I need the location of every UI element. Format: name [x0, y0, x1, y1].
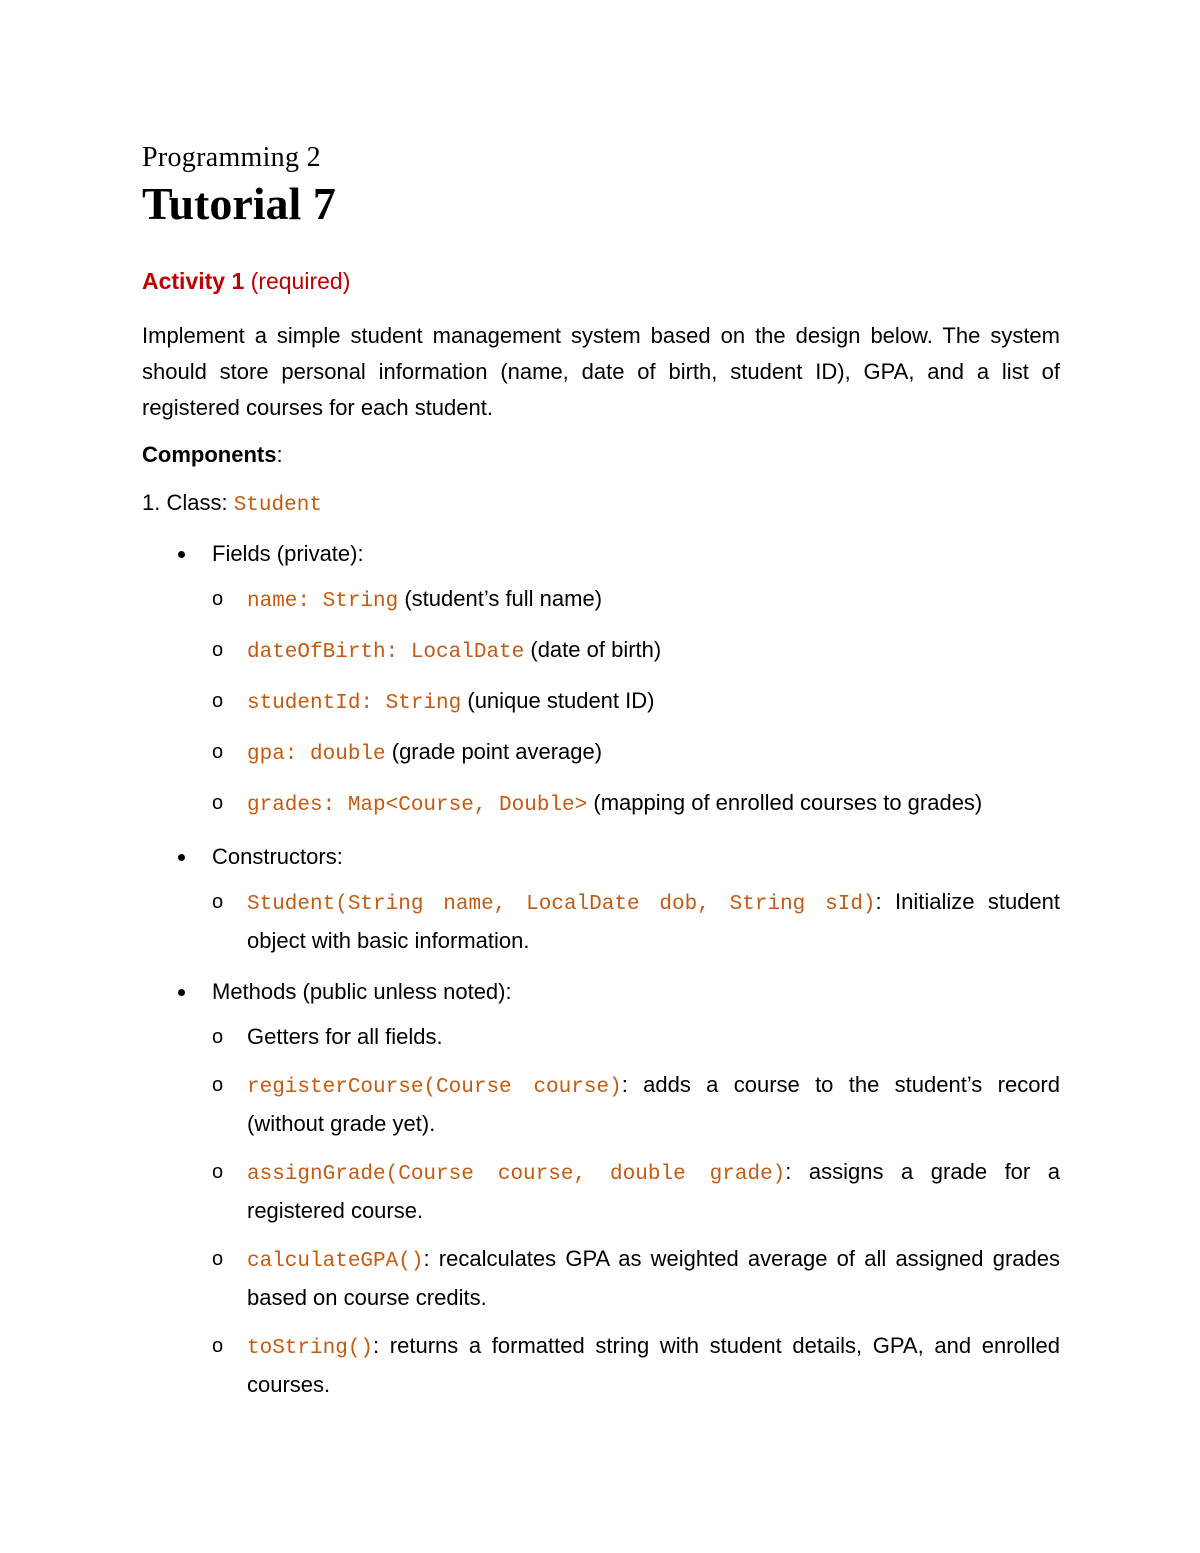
method-desc: : assigns a grade for a registered course.: [247, 1159, 1060, 1223]
components-heading: [142, 440, 1060, 470]
circle-bullet-icon: o: [212, 1074, 224, 1096]
circle-bullet-icon: o: [212, 588, 224, 610]
circle-bullet-icon: o: [212, 891, 224, 913]
document-title: Tutorial 7: [142, 178, 336, 229]
activity-heading: [142, 266, 1060, 296]
field-desc: (student’s full name): [398, 586, 603, 611]
method-desc: : adds a course to the student’s record (without grade yet).: [247, 1072, 1060, 1136]
field-item: [142, 632, 1060, 671]
components-colon: :: [276, 442, 283, 467]
fields-label: Fields (private):: [212, 541, 364, 566]
field-code: grades: Map<Course, Double>: [247, 794, 588, 817]
bullet-dot-icon: [178, 854, 185, 861]
bullet-dot-icon: [178, 551, 185, 558]
method-item: [142, 1019, 1060, 1055]
field-item: [142, 734, 1060, 773]
intro-paragraph: Implement a simple student management system based on the design below. The system should store personal information (name, date of birth, student ID), GPA, and a list of registered courses for each student.: [142, 323, 1060, 420]
class-name: Student: [233, 494, 322, 517]
circle-bullet-icon: o: [212, 741, 224, 763]
method-code: toString(): [247, 1337, 374, 1360]
method-code: calculateGPA(): [247, 1250, 424, 1273]
field-item: [142, 683, 1060, 722]
field-desc: (date of birth): [524, 637, 662, 662]
circle-bullet-icon: o: [212, 1248, 224, 1270]
constructor-desc: : Initialize student object with basic information.: [247, 889, 1061, 953]
method-code: registerCourse(Course course): [247, 1076, 622, 1099]
field-code: name: String: [247, 590, 399, 613]
field-item: [142, 581, 1060, 620]
method-item: [142, 1328, 1060, 1403]
constructor-item: [142, 884, 1060, 959]
field-code: dateOfBirth: LocalDate: [247, 641, 525, 664]
class-prefix: 1. Class:: [142, 490, 234, 515]
field-desc: (mapping of enrolled courses to grades): [587, 790, 983, 815]
method-desc: : returns a formatted string with student details, GPA, and enrolled courses.: [247, 1333, 1060, 1397]
method-item: [142, 1067, 1060, 1142]
constructors-bullet: [142, 842, 1060, 872]
activity-note: (required): [250, 268, 351, 294]
field-item: [142, 785, 1060, 824]
field-desc: (unique student ID): [461, 688, 655, 713]
constructors-label: Constructors:: [212, 844, 343, 869]
methods-bullet: [142, 977, 1060, 1007]
circle-bullet-icon: o: [212, 1335, 224, 1357]
class-line: [142, 488, 1060, 521]
constructor-code: Student(String name, LocalDate dob, String sId): [247, 893, 876, 916]
components-heading-text: Components: [142, 442, 277, 467]
activity-label: Activity 1: [142, 268, 245, 294]
course-subject: Programming 2: [142, 142, 321, 173]
circle-bullet-icon: o: [212, 1161, 224, 1183]
method-code: assignGrade(Course course, double grade): [247, 1163, 786, 1186]
method-desc: Getters for all fields.: [247, 1024, 443, 1049]
methods-label: Methods (public unless noted):: [212, 979, 512, 1004]
method-desc: : recalculates GPA as weighted average of all assigned grades based on course credits.: [247, 1246, 1060, 1310]
method-item: [142, 1241, 1060, 1316]
document-page: [142, 140, 1060, 1403]
circle-bullet-icon: o: [212, 792, 224, 814]
method-item: [142, 1154, 1060, 1229]
fields-bullet: [142, 539, 1060, 569]
field-code: gpa: double: [247, 743, 386, 766]
field-desc: (grade point average): [385, 739, 603, 764]
field-code: studentId: String: [247, 692, 462, 715]
bullet-dot-icon: [178, 989, 185, 996]
circle-bullet-icon: o: [212, 639, 224, 661]
circle-bullet-icon: o: [212, 1026, 224, 1048]
circle-bullet-icon: o: [212, 690, 224, 712]
